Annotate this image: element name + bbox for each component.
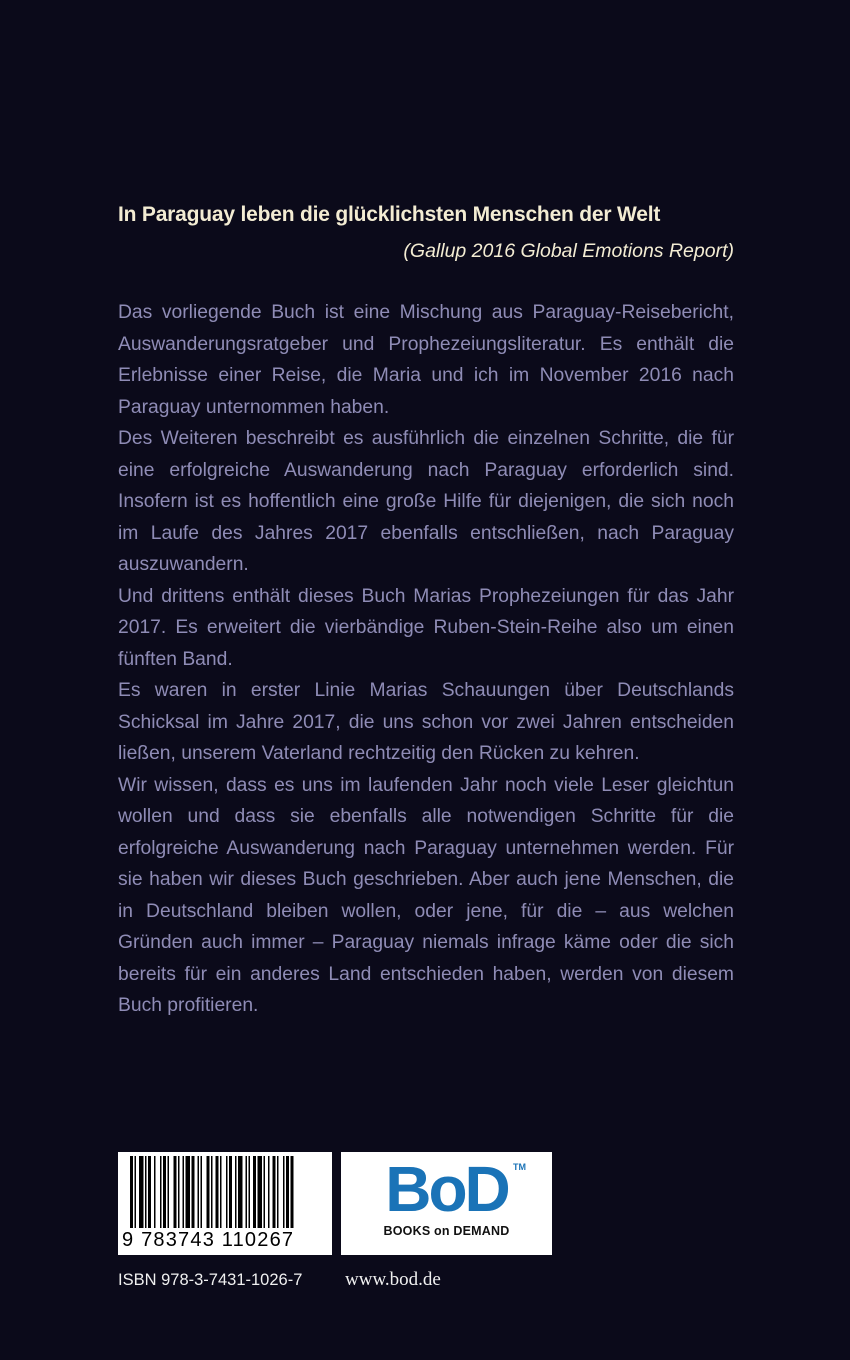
publisher-website: www.bod.de [345, 1269, 441, 1290]
barcode-bar [264, 1156, 266, 1228]
blurb-paragraph-1: Das vorliegende Buch ist eine Mischung aus Paraguay-Reisebericht, Auswanderungsratgeber und Prophezeiungsliteratur. Es enthält die Erlebnisse einer Reise, die Maria und ich im November 2016 nach Paraguay unternommen haben. [118, 302, 734, 418]
barcode-bar [258, 1156, 263, 1228]
barcode-bar [145, 1156, 147, 1228]
barcode-bar [229, 1156, 232, 1228]
barcode-bar [154, 1156, 156, 1228]
barcode-bar [186, 1156, 191, 1228]
barcode-bar [235, 1156, 237, 1228]
blurb-paragraph-4: Es waren in erster Linie Marias Schauungen über Deutschlands Schicksal im Jahre 2017, die uns schon vor zwei Jahren entscheiden ließen, unserem Vaterland rechtzeitig den Rücken zu kehren. [118, 680, 734, 764]
quote-source: (Gallup 2016 Global Emotions Report) [403, 240, 734, 262]
barcode-bar [211, 1156, 213, 1228]
barcode-bar [268, 1156, 270, 1228]
barcode-bar [201, 1156, 203, 1228]
barcode-bar [253, 1156, 256, 1228]
barcode-bar [160, 1156, 162, 1228]
blurb-paragraph-3: Und drittens enthält dieses Buch Marias Prophezeiungen für das Jahr 2017. Es erweitert die vierbändige Ruben-Stein-Reihe also um einen fünften Band. [118, 585, 734, 670]
barcode-bar [216, 1156, 219, 1228]
blurb-paragraph-2: Des Weiteren beschreibt es ausführlich die einzelnen Schritte, die für eine erfolgreiche Auswanderung nach Paraguay erforderlich sind. Insofern ist es hoffentlich eine große Hilfe für diejenigen, die sich noch im Laufe des Jahres 2017 ebenfalls entschließen, nach Paraguay auszuwandern. [118, 428, 734, 575]
barcode-bar [135, 1156, 137, 1228]
barcode-bar [283, 1156, 285, 1228]
barcode-bar [130, 1156, 133, 1228]
barcode-bar [207, 1156, 210, 1228]
blurb [118, 297, 734, 1022]
headline: In Paraguay leben die glücklichsten Menschen der Welt [118, 203, 661, 226]
barcode-bar [220, 1156, 222, 1228]
barcode-digits: 9 783743 110267 [122, 1228, 328, 1252]
barcode-bar [277, 1156, 279, 1228]
publisher-logo [341, 1152, 552, 1255]
barcode-bar [238, 1156, 243, 1228]
blurb-paragraph-5: Wir wissen, dass es uns im laufenden Jahr noch viele Leser gleichtun wollen und dass sie ebenfalls alle notwendigen Schritte für die erfolgreiche Auswanderung nach Paraguay unternehmen werden. Für sie haben wir dieses Buch geschrieben. Aber auch jene Menschen, die in Deutschland bleiben wollen, oder jene, für die – aus welchen Gründen auch immer – Paraguay niemals infrage käme oder die sich bereits für ein anderes Land entschieden haben, werden von diesem Buch profitieren. [118, 774, 734, 1016]
barcode [118, 1152, 332, 1255]
bod-logo-mark: BoD [385, 1153, 508, 1225]
barcode-bar [183, 1156, 185, 1228]
barcode-bar [174, 1156, 177, 1228]
barcode-bar [192, 1156, 195, 1228]
barcode-bar [148, 1156, 151, 1228]
barcode-bar [286, 1156, 289, 1228]
barcode-bar [198, 1156, 200, 1228]
publisher-tagline: BOOKS on DEMAND [383, 1224, 510, 1238]
barcode-bar [246, 1156, 248, 1228]
barcode-bar [168, 1156, 170, 1228]
isbn: ISBN 978-3-7431-1026-7 [118, 1271, 303, 1289]
barcode-bar [291, 1156, 294, 1228]
barcode-bar [163, 1156, 166, 1228]
barcode-bar [273, 1156, 276, 1228]
barcode-bar [249, 1156, 251, 1228]
barcode-bar [178, 1156, 180, 1228]
barcode-bar [139, 1156, 144, 1228]
trademark-symbol: TM [513, 1162, 526, 1172]
barcode-bar [226, 1156, 228, 1228]
